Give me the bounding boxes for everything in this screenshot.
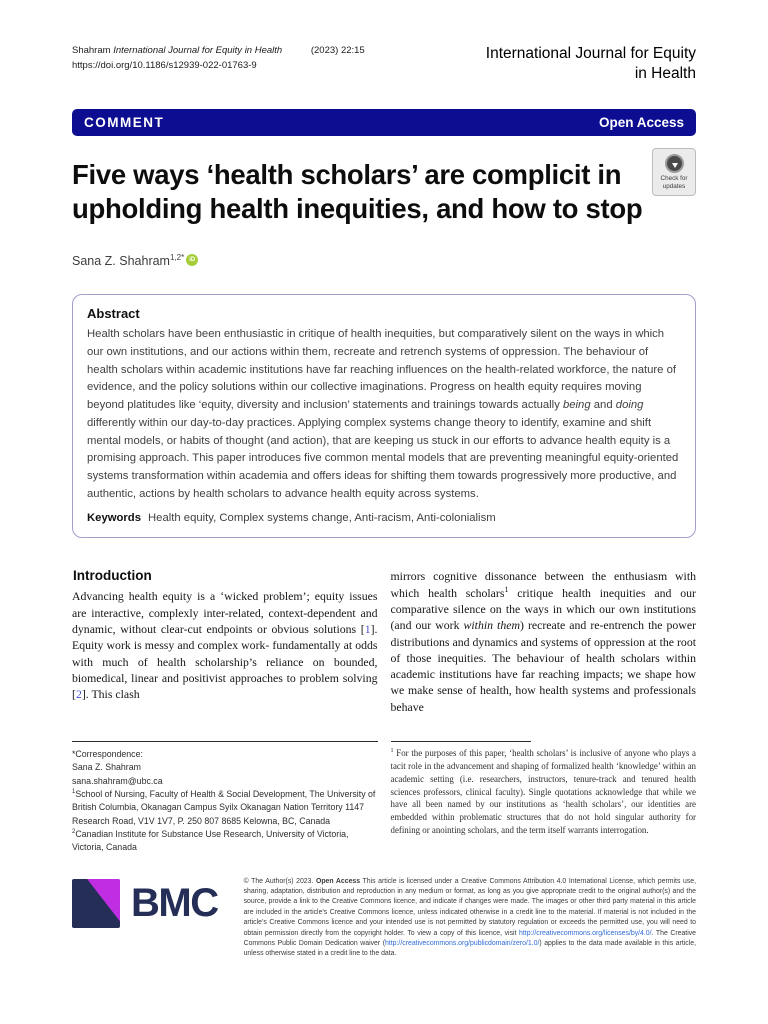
journal-name-line1: International Journal for Equity: [485, 45, 696, 62]
bmc-logo-text: BMC: [131, 880, 218, 925]
keywords-label: Keywords: [87, 512, 141, 525]
right-column: [391, 568, 697, 714]
left-column: [72, 568, 378, 714]
abstract-heading: Abstract: [87, 306, 140, 322]
introduction-paragraph-left: Advancing health equity is a ‘wicked problem’; equity issues are interactive, complexly inter-related, context-dependent and dynamic, without clear-cut endpoints or obvious solutions [1]. Equity work is messy and complex work- fundamentally at odds with much of health scholarship’s reliance on bounded, biomedical, linear and positivist approaches to problem solving [2]. This clash: [72, 589, 378, 702]
abstract-section: [72, 294, 696, 538]
correspondence-block: [72, 741, 378, 855]
doi-link[interactable]: https://doi.org/10.1186/s12939-022-01763-9: [72, 59, 257, 71]
correspondence-name: Sana Z. Shahram: [72, 762, 141, 773]
keywords-text: Health equity, Complex systems change, Anti-racism, Anti-colonialism: [148, 512, 496, 525]
check-for-updates-line2: updates: [662, 182, 686, 190]
check-for-updates-line1: Check for: [660, 174, 688, 182]
footnote-1-text: $^1$ For the purposes of this paper, ‘health scholars’ is inclusive of anyone who plays a tacit role in the advancement and shaping of formalized health ‘knowledge’ within an academic setting (i.e. researchers, instructors, tenure-track and tenured health sciences professors, clinical faculty). Single quotations acknowledge that while we have all been named by our institutions as ‘health scholars’, our identities are embedded within problematic structures that do not hold singular authority for defining or anointing scholars, and the term itself warrants interrogation.: [390, 747, 696, 836]
correspondence-label: *Correspondence:: [72, 748, 143, 759]
footnote-block: [391, 741, 697, 855]
introduction-heading: Introduction: [73, 568, 152, 584]
body-columns: [72, 568, 696, 714]
affiliation-1: $^1$School of Nursing, Faculty of Health & Social Development, The University of British Columbia, Okanagan Campus Syilx Okanagan Nation Territory 1147 Research Road, V1V 1V7, P. 250 807 8685 Kelowna, BC, Canada: [72, 788, 376, 826]
citation-line: [72, 44, 365, 59]
author-line: [72, 254, 696, 268]
citation-issue: (2023) 22:15: [310, 45, 365, 56]
introduction-paragraph-right: mirrors cognitive dissonance between the enthusiasm with which health scholars$^1$ critique health inequities and our comparative silence on the ways in which our own institutions (and our work within them) recreate and re-entrench the power distributions and dynamics and systems of oppression at the root of those inequities. The behaviour of health scholars within academic institutions have far reaching impacts; we shape how we make sense of health, how health systems and professionals behave: [390, 569, 696, 714]
page-header: [72, 0, 696, 85]
footnote-separator: [391, 741, 531, 742]
copyright-text: © The Author(s) 2023. Open Access This article is licensed under a Creative Commons Attribution 4.0 International License, which permits use, sharing, adaptation, distribution and reproduction in any medium or format, as long as you give appropriate credit to the original author(s) and the source, provide a link to the Creative Commons licence, and indicate if changes were made. The images or other third party material in this article are included in the article’s Creative Commons licence, unless indicated otherwise in a credit line to the material. If material is not included in the article’s Creative Commons licence and your intended use is not permitted by statutory regulation or exceeds the permitted use, you will need to obtain permission directly from the copyright holder. To view a copy of this licence, visit http://creativecommons.org/licenses/by/4.0/. The Creative Commons Public Domain Dedication waiver (http://creativecommons.org/publicdomain/zero/1.0/) applies to the data made available in this article, unless otherwise stated in a credit line to the data.: [243, 877, 697, 958]
bmc-logo-icon: [72, 879, 120, 928]
citation-block: [72, 44, 365, 73]
check-for-updates-label: [661, 175, 688, 191]
article-type-banner: [72, 109, 696, 136]
journal-name: [486, 44, 696, 85]
crossmark-icon: [665, 154, 684, 173]
open-access-label: Open Access: [598, 114, 684, 130]
citation-journal: International Journal for Equity in Health: [113, 45, 283, 56]
correspondence-email[interactable]: sana.shahram@ubc.ca: [72, 775, 163, 786]
bmc-logo: [72, 877, 218, 928]
citation-author: Shahram: [72, 45, 111, 56]
article-title: Five ways ‘health scholars’ are complicit in upholding health inequities, and how to stop: [72, 158, 643, 224]
footnotes-row: [72, 741, 696, 855]
article-type-label: COMMENT: [84, 114, 165, 130]
check-for-updates-badge[interactable]: [652, 148, 696, 196]
keywords-line: [87, 512, 681, 524]
author-name: Sana Z. Shahram: [72, 254, 170, 269]
journal-name-line2: in Health: [634, 65, 696, 83]
publisher-strip: [72, 877, 696, 960]
orcid-icon[interactable]: iD: [186, 254, 198, 266]
author-affiliation-marker: 1,2*: [169, 252, 185, 262]
affiliation-2: $^2$Canadian Institute for Substance Use Research, University of Victoria, Victoria, Canada: [72, 828, 349, 853]
abstract-text: Health scholars have been enthusiastic in critique of health inequities, but comparatively silent on the ways in which our own institutions, and our actions within them, recreate and retrench systems of oppression. The behaviour of health scholars within academic institutions have far reaching influences on the health-related workforce, the nature of evidence, and the policy solutions within our collective imaginations. Progress on health equity requires moving beyond platitudes like ‘equity, diversity and inclusion’ statements and trainings towards actually being and doing differently within our day-to-day practices. Applying complex systems change theory to identify, examine and shift mental models, or habits of thought (and action), that are keeping us stuck in our efforts to advance health equity is a promising approach. This paper introduces five common mental models that are preventing meaningful equity-oriented systems transformation within academia and offers ideas for shifting them towards progressively more productive, and authentic, actions by health scholars to advance health equity across systems.: [87, 328, 679, 500]
